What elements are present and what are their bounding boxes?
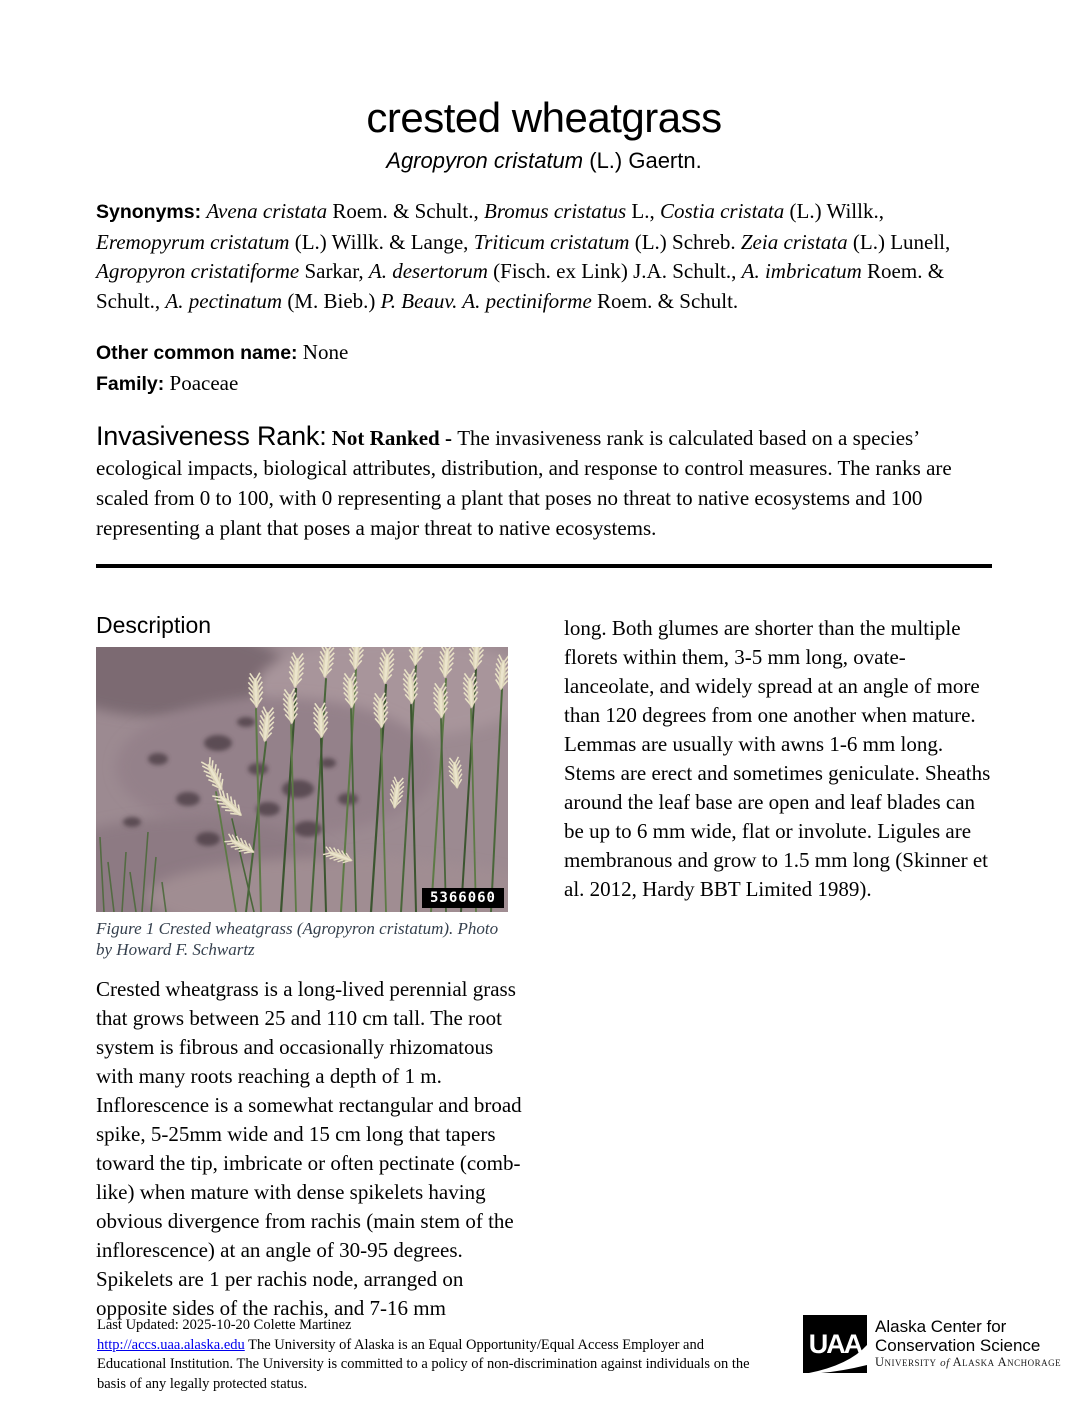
invasiveness-rank-paragraph xyxy=(96,421,992,543)
legal-line xyxy=(97,1336,752,1395)
family-value: Poaceae xyxy=(164,371,239,395)
description-text-right: long. Both glumes are shorter than the multiple florets within them, 3-5 mm long, ovate-lanceolate, and widely spread at an angle of more than 120 degrees from one another when mature. Lemmas are usually with awns 1-6 mm long. Stems are erect and sometimes geniculate. Sheaths around the leaf base are open and leaf blades can be up to 6 mm wide, flat or involute. Ligules are membranous and grow to 1.5 mm long (Skinner et al. 2012, Hardy BBT Limited 1989). xyxy=(564,616,991,901)
invasiveness-rank-value: Not Ranked - xyxy=(326,426,458,450)
section-divider xyxy=(96,564,992,568)
other-common-name-value: None xyxy=(297,340,349,364)
accs-link[interactable]: http://accs.uaa.alaska.edu xyxy=(97,1336,245,1353)
other-common-name-label: Other common name: xyxy=(96,342,298,364)
logo-line-2: Conservation Science xyxy=(875,1336,1041,1355)
right-column xyxy=(564,612,994,1323)
synonyms-label: Synonyms: xyxy=(96,201,202,223)
description-heading: Description xyxy=(96,612,212,638)
title-block xyxy=(96,0,992,174)
logo-line-3: University of Alaska Anchorage xyxy=(875,1355,1062,1369)
description-text-left: Crested wheatgrass is a long-lived perennial grass that grows between 25 and 110 cm tall. The root system is fibrous and occasionally rhizomatous with many roots reaching a depth of 1 m. Inflorescence is a somewhat rectangular and broad spike, 5-25mm wide and 15 cm long that tapers toward the tip, imbricate or often pectinate (comb-like) when mature with dense spikelets having obvious divergence from rachis (main stem of the inflorescence) at an angle of 30-95 degrees. Spikelets are 1 per rachis node, arranged on opposite sides of the rachis, and 7-16 mm xyxy=(96,977,522,1320)
invasiveness-rank-description: The invasiveness rank is calculated based on a species’ ecological impacts, biological attributes, distribution, and response to control measures. The ranks are scaled from 0 to 100, with 0 representing a plant that poses no threat to native ecosystems and 100 representing a plant that poses a major threat to native ecosystems. xyxy=(96,426,952,540)
figure-caption: Figure 1 Crested wheatgrass (Agropyron cristatum). Photo by Howard F. Schwartz xyxy=(96,919,499,959)
last-updated-line: Last Updated: 2025-10-20 Colette Martinez xyxy=(97,1317,352,1333)
invasiveness-rank-label: Invasiveness Rank: xyxy=(96,421,327,451)
logo-line-1: Alaska Center for xyxy=(875,1317,1007,1336)
uaa-accs-logo xyxy=(803,1315,1061,1373)
photo-watermark-id: 5366060 xyxy=(422,888,504,908)
uaa-logo-acronym: UAA xyxy=(808,1329,862,1359)
page-footer xyxy=(97,1316,752,1394)
two-column-body xyxy=(96,612,992,1323)
logo-text-block xyxy=(875,1315,1061,1371)
synonyms-paragraph xyxy=(96,197,992,316)
page-title: crested wheatgrass xyxy=(366,94,722,141)
left-column xyxy=(96,612,533,1323)
legal-text: The University of Alaska is an Equal Opportunity/Equal Access Employer and Educational Institution. The University is committed to a policy of non-discrimination against individuals on the basis of any legally protected status. xyxy=(97,1336,750,1392)
scientific-name xyxy=(96,148,992,174)
family-line xyxy=(96,368,992,399)
figure-photo xyxy=(96,647,508,912)
other-common-name-line xyxy=(96,337,992,368)
grass-photo-illustration xyxy=(96,647,508,912)
family-label: Family: xyxy=(96,373,165,395)
uaa-logo-icon xyxy=(803,1315,867,1373)
scientific-name-authority: (L.) Gaertn. xyxy=(583,148,702,173)
synonyms-list: Avena cristata Roem. & Schult., Bromus cristatus L., Costia cristata (L.) Willk., Eremopyrum cristatum (L.) Willk. & Lange, Triticum cristatum (L.) Schreb. Zeia cristata (L.) Lunell, Agropyron cristatiforme Sarkar, A. desertorum (Fisch. ex Link) J.A. Schult., A. imbricatum Roem. & Schult., A. pectinatum (M. Bieb.) P. Beauv. A. pectiniforme Roem. & Schult. xyxy=(96,199,951,313)
scientific-name-species: Agropyron cristatum xyxy=(386,148,584,173)
